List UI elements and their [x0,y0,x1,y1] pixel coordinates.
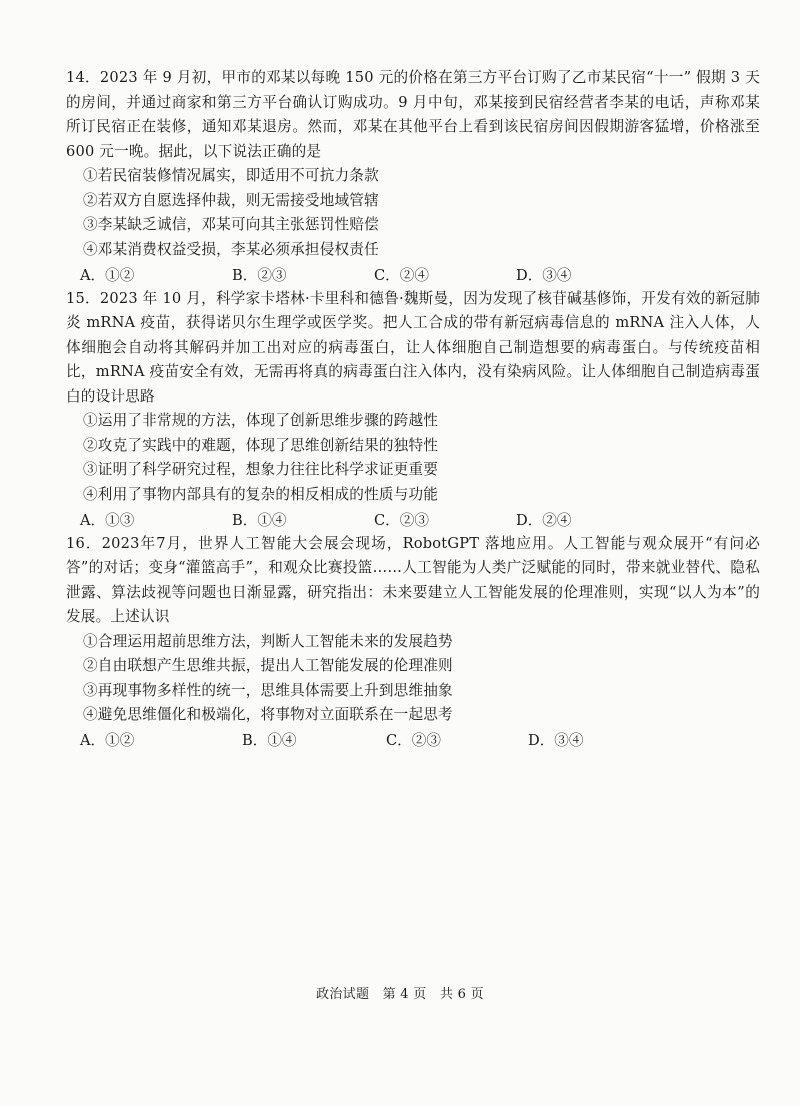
choice-a: A．①② [80,266,135,284]
page-footer: 政治试题 第 4 页 共 6 页 [316,987,484,1002]
answer-choices [66,728,760,753]
choice-c: C．②④ [374,266,429,284]
choice-b: B．②③ [232,266,287,284]
question-16 [66,532,760,753]
choice-d: D．②④ [516,511,572,529]
statement-item: ④避免思维僵化和极端化，将事物对立面联系在一起思考 [83,706,453,723]
choice-b: B．①④ [232,511,287,529]
choice-d: D．③④ [516,266,572,284]
statement-item: ①合理运用超前思维方法，判断人工智能未来的发展趋势 [83,632,453,650]
statement-item: ①若民宿装修情况属实，即适用不可抗力条款 [83,167,379,184]
statement-list [66,164,760,262]
choice-c: C．②③ [386,732,441,750]
choice-a: A．①③ [80,511,135,529]
question-stem: 16．2023年7月，世界人工智能大会展会现场，RobotGPT 落地应用。人工智能与观众展开“有问必答”的对话；变身“灌篮高手”，和观众比赛投篮……人工智能为人类广泛赋能的同时，带来就业替代、隐私泄露、算法歧视等问题也日渐显露，研究指出：未来要建立人工智能发展的伦理准则，实现“以人为本”的发展。上述认识 [66,534,760,625]
choice-d: D．③④ [528,732,584,750]
statement-item: ②若双方自愿选择仲裁，则无需接受地域管辖 [83,191,379,209]
question-stem: 14．2023 年 9 月初，甲市的邓某以每晚 150 元的价格在第三方平台订购了乙市某民宿“十一” 假期 3 天的房间，并通过商家和第三方平台确认订购成功。9 月中旬，邓某接到民宿经营者李某的电话，声称邓某所订民宿正在装修，通知邓某退房。然而，邓某在其他平台上看到该民宿房间因假期游客猛增，价格涨至 600 元一晚。据此，以下说法正确的是 [66,69,760,160]
statement-item: ①运用了非常规的方法，体现了创新思维步骤的跨越性 [83,412,439,429]
statement-list [66,409,760,507]
statement-item: ②攻克了实践中的难题，体现了思维创新结果的独特性 [83,436,439,454]
choice-c: C．②③ [374,511,429,529]
choice-a: A．①② [80,732,135,750]
question-list [66,66,760,752]
answer-choices [66,507,760,532]
statement-item: ③再现事物多样性的统一，思维具体需要上升到思维抽象 [83,681,453,699]
question-stem: 15．2023 年 10 月，科学家卡塔林·卡里科和德鲁·魏斯曼，因为发现了核苷碱基修饰，开发有效的新冠肺炎 mRNA 疫苗，获得诺贝尔生理学或医学奖。把人工合成的带有新冠病毒信息的 mRNA 注入人体，人体细胞会自动将其解码并加工出对应的病毒蛋白，让人体细胞自己制造想要的病毒蛋白。与传统疫苗相比，mRNA 疫苗安全有效，无需再将真的病毒蛋白注入体内，没有染病风险。让人体细胞自己制造病毒蛋白的设计思路 [66,289,760,405]
statement-item: ③证明了科学研究过程，想象力往往比科学求证更重要 [83,461,439,478]
answer-choices [66,262,760,287]
statement-item: ④利用了事物内部具有的复杂的相反相成的性质与功能 [83,485,439,503]
statement-list [66,630,760,728]
statement-item: ④邓某消费权益受损，李某必须承担侵权责任 [83,240,379,258]
statement-item: ②自由联想产生思维共振，提出人工智能发展的伦理准则 [83,657,453,674]
choice-b: B．①④ [242,732,297,750]
statement-item: ③李某缺乏诚信，邓某可向其主张惩罚性赔偿 [83,216,379,233]
question-15 [66,287,760,532]
question-14 [66,66,760,287]
